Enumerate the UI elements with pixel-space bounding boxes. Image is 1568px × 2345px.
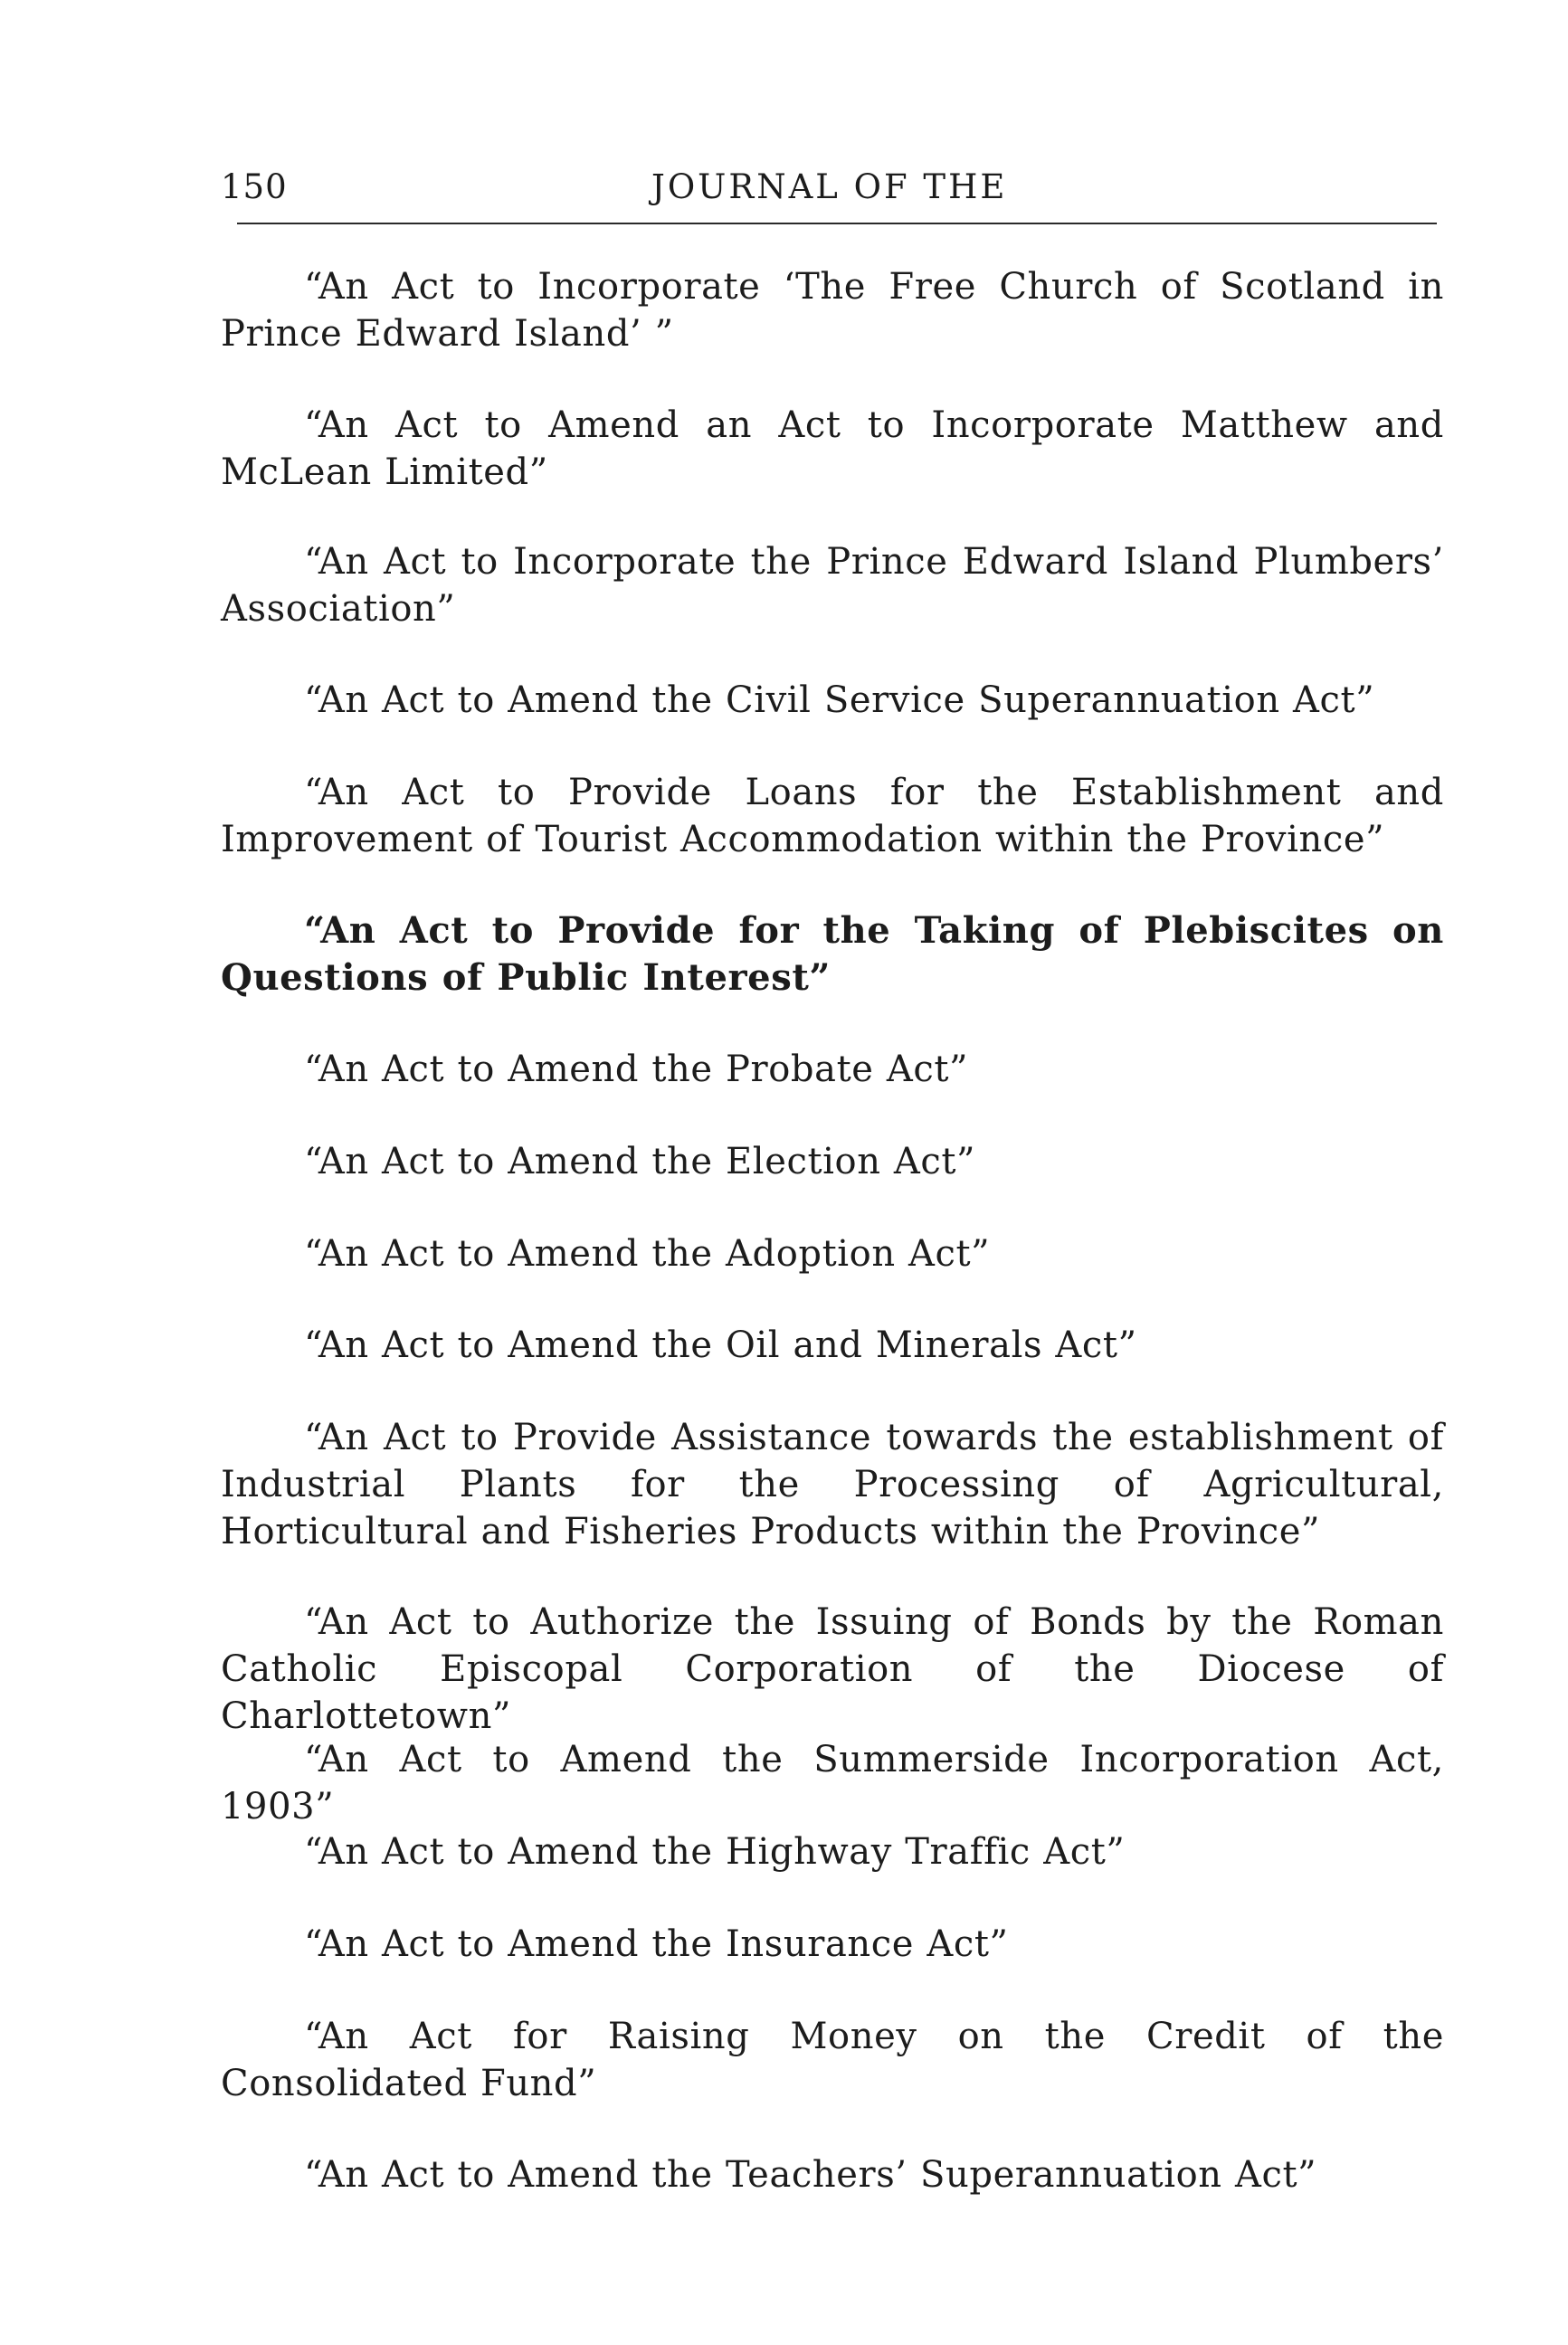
act-title: “An Act to Amend the Oil and Minerals Act”	[304, 1324, 1137, 1366]
act-title: “An Act to Amend the Summerside Incorporation Act, 1903”	[221, 1739, 1444, 1828]
page-number: 150	[221, 167, 288, 206]
act-title: “An Act to Amend the Teachers’ Superannuation Act”	[304, 2154, 1317, 2196]
act-title: “An Act to Provide for the Taking of Plebiscites on Questions of Public Interest”	[221, 909, 1444, 999]
act-title: “An Act to Provide Loans for the Establishment and Improvement of Tourist Accommodation within the Province”	[221, 772, 1444, 860]
act-title: “An Act to Amend an Act to Incorporate Matthew and McLean Limited”	[221, 404, 1444, 493]
act-title: “An Act to Authorize the Issuing of Bonds by the Roman Catholic Episcopal Corporation of the Diocese of Charlottetown”	[221, 1601, 1444, 1737]
act-title: “An Act to Amend the Adoption Act”	[304, 1233, 991, 1275]
running-head: JOURNAL OF THE	[651, 167, 1008, 206]
act-title: “An Act for Raising Money on the Credit of the Consolidated Fund”	[221, 2016, 1444, 2104]
header-rule	[237, 223, 1437, 224]
act-title: “An Act to Amend the Probate Act”	[304, 1049, 969, 1090]
act-title: “An Act to Incorporate the Prince Edward Island Plumbers’ Association”	[221, 541, 1444, 630]
act-title: “An Act to Amend the Election Act”	[304, 1141, 976, 1182]
act-title: “An Act to Amend the Civil Service Superannuation Act”	[304, 679, 1375, 721]
act-title: “An Act to Provide Assistance towards the establishment of Industrial Plants for the Processing of Agricultural, Horticultural and Fisheries Products within the Province”	[221, 1417, 1444, 1552]
act-title: “An Act to Amend the Insurance Act”	[304, 1923, 1009, 1965]
page-header	[221, 167, 1439, 213]
act-title: “An Act to Amend the Highway Traffic Act”	[304, 1831, 1126, 1873]
act-title: “An Act to Incorporate ‘The Free Church of Scotland in Prince Edward Island’ ”	[221, 266, 1444, 355]
